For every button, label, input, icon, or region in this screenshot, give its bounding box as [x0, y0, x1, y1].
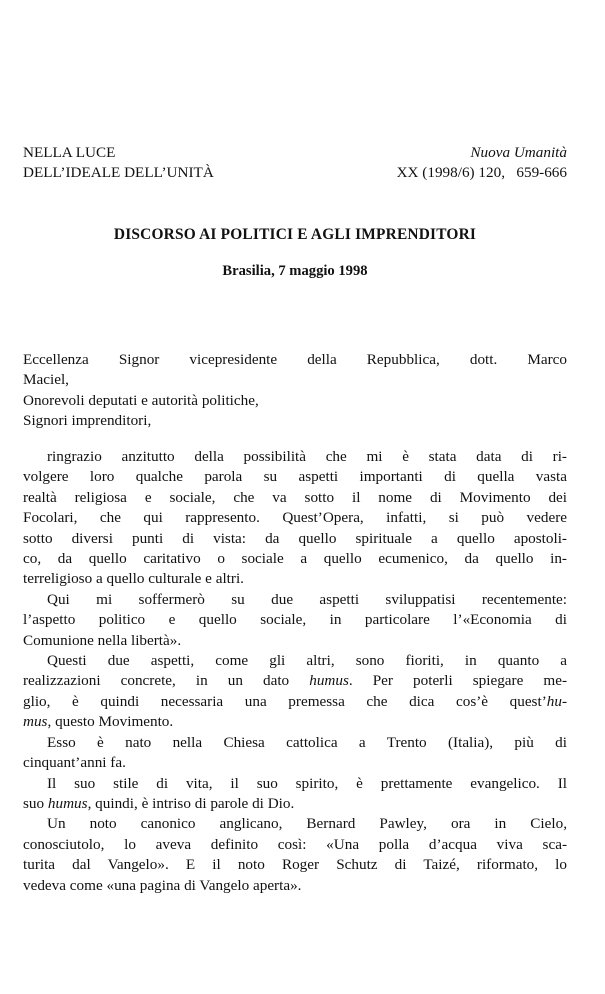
salutation	[23, 350, 567, 432]
text-run: , questo Movimento.	[47, 713, 174, 731]
text-line: realtà religiosa e sociale, che va sotto il nome di Movimento dei	[23, 488, 567, 506]
journal-name: Nuova Umanità	[470, 144, 567, 161]
salutation-line: Maciel,	[23, 371, 69, 389]
text-run: realizzazioni concrete, in un dato	[23, 672, 310, 690]
text-line: sotto diversi punti di vista: da quello spirituale a quello apostoli-	[23, 529, 567, 547]
body-text	[23, 447, 567, 896]
paragraph	[23, 651, 567, 733]
text-line: vedeva come «una pagina di Vangelo aperta».	[23, 876, 302, 894]
document-page	[23, 0, 567, 994]
emphasis-humus: humus	[47, 794, 88, 812]
text-line	[23, 692, 567, 712]
section-line-2: DELL’IDEALE DELL’UNITÀ	[23, 164, 214, 181]
paragraph	[23, 814, 567, 896]
text-line: terreligioso a quello culturale e altri.	[23, 570, 244, 588]
text-line: conosciutolo, lo aveva definito così: «Una polla d’acqua viva sca-	[23, 835, 567, 853]
emphasis-humus: humus	[309, 672, 349, 690]
journal-reference	[397, 143, 567, 183]
text-line: Comunione nella libertà».	[23, 631, 182, 649]
text-line	[23, 712, 567, 732]
text-line: Il suo stile di vita, il suo spirito, è prettamente evangelico. Il	[47, 774, 567, 792]
salutation-line: Signori imprenditori,	[23, 412, 152, 430]
text-line: volgere loro qualche parola su aspetti importanti di quella vasta	[23, 468, 567, 486]
text-run: , quindi, è intriso di parole di Dio.	[87, 794, 295, 812]
paragraph	[23, 447, 567, 590]
text-line: l’aspetto politico e quello sociale, in particolare l’«Economia di	[23, 611, 567, 629]
text-line	[23, 794, 567, 814]
salutation-line: Onorevoli deputati e autorità politiche,	[23, 391, 259, 409]
text-run: . Per poterli spiegare me-	[348, 672, 567, 690]
document-subtitle: Brasilia, 7 maggio 1998	[222, 263, 368, 279]
text-line: Questi due aspetti, come gli altri, sono fioriti, in quanto a	[47, 652, 567, 670]
text-line	[23, 671, 567, 691]
emphasis-humus: mus	[23, 713, 48, 731]
text-line: Qui mi soffermerò su due aspetti sviluppatisi recentemente:	[47, 590, 567, 608]
paragraph	[23, 774, 567, 815]
text-run: suo	[23, 794, 48, 812]
emphasis-humus: hu-	[546, 692, 567, 710]
text-line: Focolari, che qui rappresento. Quest’Opera, infatti, si può vedere	[23, 509, 567, 527]
paragraph	[23, 590, 567, 651]
document-title: DISCORSO AI POLITICI E AGLI IMPRENDITORI	[113, 226, 477, 243]
text-line: ringrazio anzitutto della possibilità che mi è stata data di ri-	[47, 448, 567, 465]
paragraph	[23, 733, 567, 774]
section-heading	[23, 143, 214, 183]
journal-citation: XX (1998/6) 120, 659-666	[396, 164, 567, 181]
text-line: cinquant’anni fa.	[23, 754, 126, 772]
text-run: glio, è quindi necessaria una premessa che dica cos’è quest’	[23, 692, 547, 710]
section-line-1: NELLA LUCE	[23, 144, 116, 161]
text-line: Esso è nato nella Chiesa cattolica a Trento (Italia), più di	[47, 733, 567, 751]
text-line: turita dal Vangelo». E il noto Roger Schutz di Taizé, riformato, lo	[23, 856, 567, 874]
salutation-line: Eccellenza Signor vicepresidente della Repubblica, dott. Marco	[23, 351, 567, 368]
text-line: co, da quello caritativo o sociale a quello ecumenico, da quello in-	[23, 550, 567, 568]
text-line: Un noto canonico anglicano, Bernard Pawley, ora in Cielo,	[47, 815, 567, 833]
